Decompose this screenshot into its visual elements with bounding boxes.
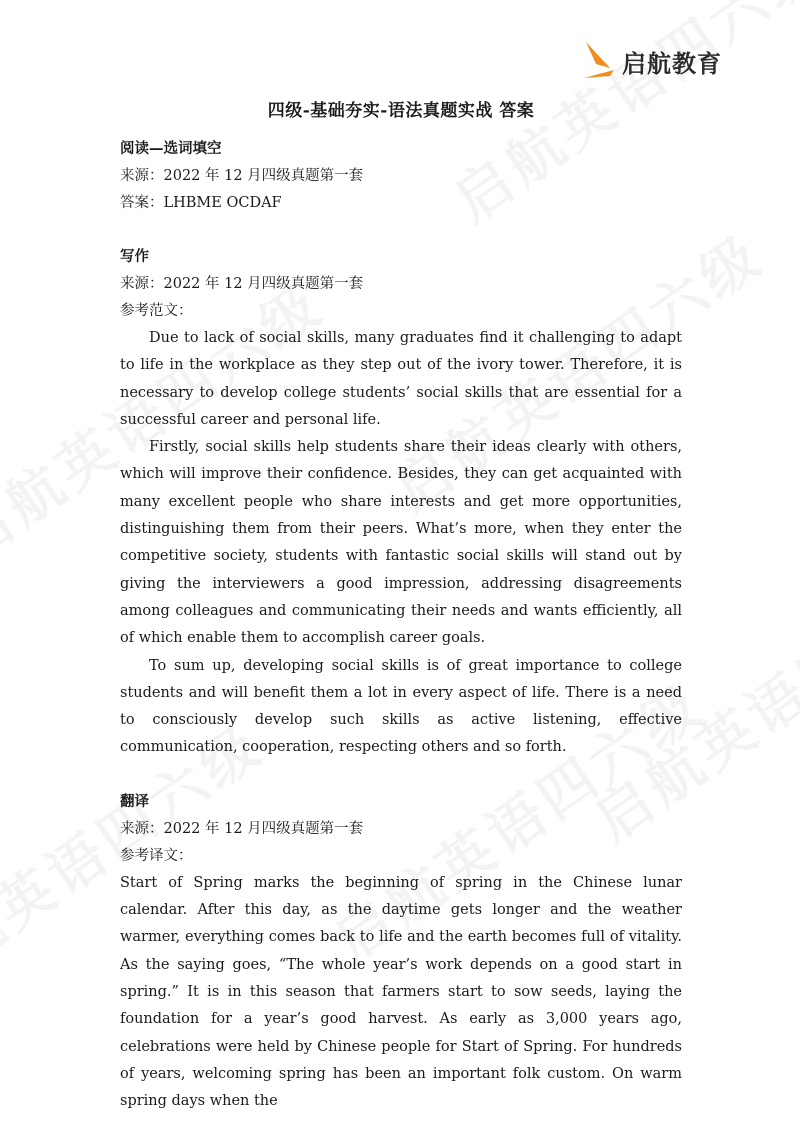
translation-source: 来源：2022 年 12 月四级真题第一套 <box>120 820 364 837</box>
translation-section <box>120 789 682 1116</box>
translation-label: 参考译文： <box>120 847 193 864</box>
writing-heading: 写作 <box>120 249 149 265</box>
essay-paragraph: Due to lack of social skills, many graduates find it challenging to adapt to life in the workplace as they step out of the ivory tower. Therefore, it is necessary to develop college students’ social skills that are essential for a successful career and personal life. <box>120 330 682 428</box>
reading-section <box>120 136 682 217</box>
page-title: 四级-基础夯实-语法真题实战 答案 <box>267 101 535 121</box>
brand-logo <box>580 38 722 84</box>
reading-source: 来源：2022 年 12 月四级真题第一套 <box>120 168 364 184</box>
sail-logo-icon <box>580 40 618 82</box>
reading-heading: 阅读—选词填空 <box>120 141 222 157</box>
writing-section <box>120 244 682 762</box>
section-spacer <box>120 217 682 244</box>
writing-source: 来源：2022 年 12 月四级真题第一套 <box>120 276 364 292</box>
brand-name: 启航教育 <box>622 49 722 78</box>
essay-paragraph: To sum up, developing social skills is of great importance to college students and will benefit them a lot in every aspect of life. There is a need to consciously develop such skills as active listening, effective communication, cooperation, respecting others and so forth. <box>120 657 682 756</box>
document-page <box>120 100 682 1115</box>
writing-label: 参考范文： <box>120 303 193 319</box>
reading-answer: 答案：LHBME OCDAF <box>120 195 282 211</box>
translation-heading: 翻译 <box>120 793 149 810</box>
section-spacer <box>120 762 682 789</box>
essay-paragraph: Firstly, social skills help students share their ideas clearly with others, which will improve their confidence. Besides, they can get acquainted with many excellent people who share interests and get more opportunities, distinguishing them from their peers. What’s more, when they enter the competitive society, students with fantastic social skills will stand out by giving the interviewers a good impression, addressing disagreements among colleagues and communicating their needs and wants efficiently, all of which enable them to accomplish career goals. <box>120 439 682 647</box>
translation-text: Start of Spring marks the beginning of spring in the Chinese lunar calendar. After this day, as the daytime gets longer and the weather warmer, everything comes back to life and the earth becomes full of vitality. As the saying goes, “The whole year’s work depends on a good start in spring.” It is in this season that farmers start to sow seeds, laying the foundation for a year’s good harvest. As early as 3,000 years ago, celebrations were held by Chinese people for Start of Spring. For hundreds of years, welcoming spring has been an important folk custom. On warm spring days when the <box>120 874 682 1110</box>
